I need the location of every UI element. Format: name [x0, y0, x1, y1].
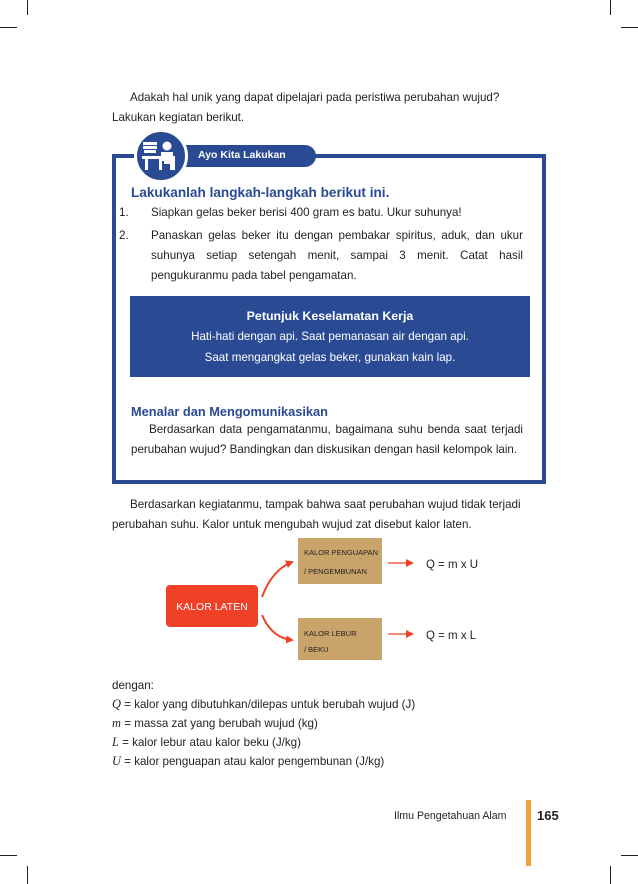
step-number: 2. — [119, 229, 129, 242]
safety-title: Petunjuk Keselamatan Kerja — [246, 309, 414, 323]
body-line-1: Berdasarkan kegiatanmu, tampak bahwa saat perubahan wujud tidak terjadi — [130, 498, 521, 511]
reasoning-text: Berdasarkan data pengamatanmu, bagaimana suhu benda saat terjadi perubahan wujud? Bandingkan dan diskusikan dengan hasil kelompok lain. — [131, 423, 523, 456]
body-line-2: perubahan suhu. Kalor untuk mengubah wujud zat disebut kalor laten. — [112, 518, 472, 531]
branch-arrow-bottom — [262, 615, 292, 640]
activity-header-label: Ayo Kita Lakukan — [198, 149, 286, 161]
footer-accent-bar — [526, 800, 531, 866]
legend-symbol: L — [112, 735, 119, 749]
legend-description: massa zat yang berubah wujud (kg) — [134, 717, 318, 730]
legend-separator: = — [124, 755, 135, 768]
formula-lebur: Q = m x L — [426, 630, 477, 642]
reasoning-title: Menalar dan Mengomunikasikan — [131, 404, 328, 419]
branch-arrow-top — [262, 562, 292, 597]
legend-intro: dengan: — [112, 679, 154, 692]
kalor-penguapan-sublabel: / PENGEMBUNAN — [304, 567, 367, 576]
safety-line: Saat mengangkat gelas beker, gunakan kain lap. — [204, 351, 456, 364]
intro-line-2: Lakukan kegiatan berikut. — [112, 111, 245, 124]
kalor-lebur-sublabel: / BEKU — [304, 645, 329, 654]
book-title: Ilmu Pengetahuan Alam — [394, 810, 507, 822]
legend-description: kalor penguapan atau kalor pengembunan (J/kg) — [134, 755, 385, 768]
legend-item — [112, 695, 415, 714]
kalor-lebur-label: KALOR LEBUR — [304, 629, 357, 638]
legend-item — [112, 752, 384, 771]
legend-item — [112, 714, 318, 733]
safety-line: Hati-hati dengan api. Saat pemanasan air dengan api. — [191, 330, 469, 343]
step-number: 1. — [119, 206, 129, 219]
legend-separator: = — [122, 736, 133, 749]
page-number: 165 — [537, 808, 559, 823]
step-text: Siapkan gelas beker berisi 400 gram es batu. Ukur suhunya! — [151, 206, 462, 219]
legend-symbol: m — [112, 716, 121, 730]
legend-description: kalor lebur atau kalor beku (J/kg) — [132, 736, 301, 749]
intro-line-1: Adakah hal unik yang dapat dipelajari pada peristiwa perubahan wujud? — [130, 91, 500, 104]
kalor-laten-label: KALOR LATEN — [176, 601, 248, 613]
legend-description: kalor yang dibutuhkan/dilepas untuk berubah wujud (J) — [134, 698, 416, 711]
formula-penguapan: Q = m x U — [426, 559, 479, 571]
step-text: Panaskan gelas beker itu dengan pembakar spiritus, aduk, dan ukur suhunya setiap setengah menit, sampai 3 menit. Catat hasil pengukuranmu pada tabel pengamatan. — [151, 229, 523, 282]
legend-separator: = — [124, 717, 135, 730]
legend-item — [112, 733, 301, 752]
activity-title: Lakukanlah langkah-langkah berikut ini. — [131, 185, 390, 200]
legend-separator: = — [124, 698, 135, 711]
kalor-penguapan-box — [298, 538, 382, 584]
kalor-penguapan-label: KALOR PENGUAPAN — [304, 548, 379, 557]
legend-symbol: U — [112, 754, 121, 768]
legend-symbol: Q — [112, 697, 121, 711]
